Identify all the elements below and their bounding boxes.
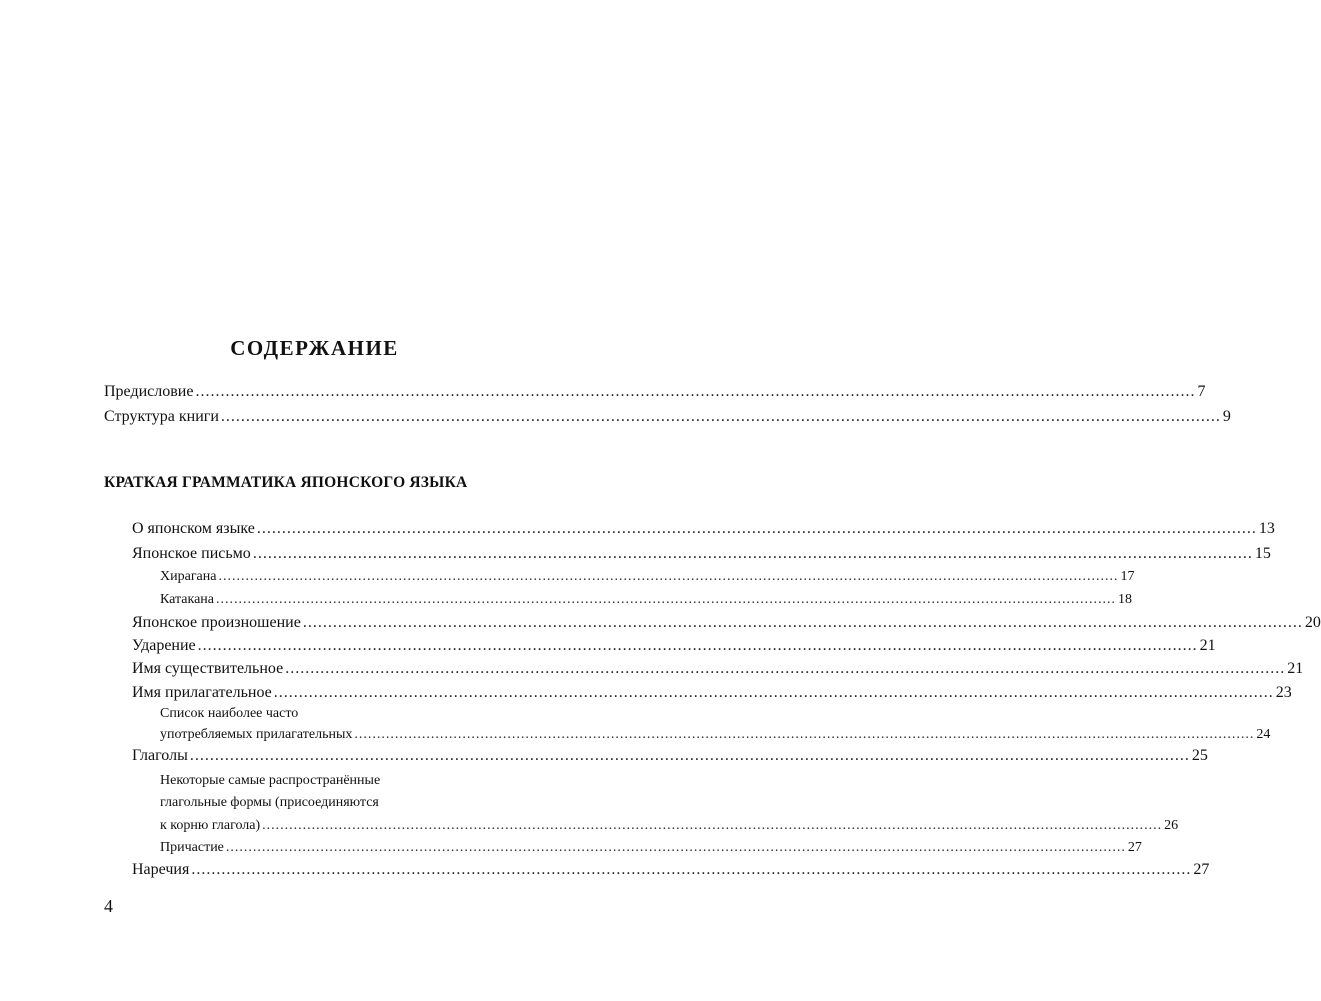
leader-dots: ........................................................................................................................................................................................................ xyxy=(220,408,1221,425)
toc-entry-label: Катакана xyxy=(160,592,215,607)
toc-entry-label: Глаголы xyxy=(132,747,188,764)
leader-dots: ........................................................................................................................................................................................................ xyxy=(256,520,1257,537)
toc-entry-preface[interactable] xyxy=(104,383,1206,401)
toc-entry-page: 23 xyxy=(1275,684,1292,701)
toc-entry-page: 13 xyxy=(1258,520,1275,537)
leader-dots: ........................................................................................................................................................................................................ xyxy=(189,747,1190,764)
leader-dots: ........................................................................................................................................................................................................ xyxy=(216,592,1117,607)
toc-entry-hiragana[interactable] xyxy=(160,569,1135,585)
toc-entry-label: употребляемых прилагательных xyxy=(160,727,353,742)
toc-entry-label: Имя прилагательное xyxy=(132,684,272,701)
toc-entry-page: 15 xyxy=(1254,545,1271,562)
toc-entry-label: Имя существительное xyxy=(132,660,284,677)
toc-entry-page: 9 xyxy=(1222,408,1231,425)
toc-entry-line: глагольные формы (присоединяются xyxy=(160,795,379,810)
toc-entry-page: 7 xyxy=(1197,383,1206,400)
toc-entry-book-structure[interactable] xyxy=(104,408,1231,426)
toc-entry-japanese-writing[interactable] xyxy=(132,545,1271,563)
toc-entry-stress[interactable] xyxy=(132,637,1216,655)
toc-entry-participle[interactable] xyxy=(160,840,1142,856)
toc-entry-pronunciation[interactable] xyxy=(132,614,1321,632)
section-title: КРАТКАЯ ГРАММАТИКА ЯПОНСКОГО ЯЗЫКА xyxy=(104,474,468,491)
toc-entry-label: Причастие xyxy=(160,840,224,855)
toc-entry-label: к корню глагола) xyxy=(160,818,261,833)
leader-dots: ........................................................................................................................................................................................................ xyxy=(197,637,1198,654)
leader-dots: ........................................................................................................................................................................................................ xyxy=(191,861,1192,878)
toc-entry-about-japanese[interactable] xyxy=(132,520,1275,538)
toc-entry-label: Структура книги xyxy=(104,408,219,425)
toc-entry-label: Наречия xyxy=(132,861,190,878)
toc-entry-line: Список наиболее часто xyxy=(160,706,299,721)
leader-dots: ........................................................................................................................................................................................................ xyxy=(225,840,1126,855)
leader-dots: ........................................................................................................................................................................................................ xyxy=(262,818,1163,833)
leader-dots: ........................................................................................................................................................................................................ xyxy=(302,614,1303,631)
toc-entry-label: Хирагана xyxy=(160,569,217,584)
leader-dots: ........................................................................................................................................................................................................ xyxy=(252,545,1253,562)
toc-entry-label: Японское письмо xyxy=(132,545,251,562)
toc-entry-page: 18 xyxy=(1118,592,1133,607)
toc-entry-page: 21 xyxy=(1199,637,1216,654)
toc-entry-page: 21 xyxy=(1287,660,1304,677)
toc-entry-line: Некоторые самые распространённые xyxy=(160,773,381,788)
toc-entry-label: Ударение xyxy=(132,637,196,654)
toc-entry-page: 27 xyxy=(1193,861,1210,878)
leader-dots: ........................................................................................................................................................................................................ xyxy=(218,569,1119,584)
toc-entry-page: 20 xyxy=(1304,614,1321,631)
toc-entry-page: 24 xyxy=(1256,727,1271,742)
toc-entry-adverbs[interactable] xyxy=(132,861,1210,879)
toc-entry-page: 27 xyxy=(1127,840,1142,855)
toc-entry-verb-forms[interactable] xyxy=(160,818,1179,834)
toc-entry-adjective[interactable] xyxy=(132,684,1292,702)
toc-entry-verbs[interactable] xyxy=(132,747,1208,765)
leader-dots: ........................................................................................................................................................................................................ xyxy=(285,660,1286,677)
toc-entry-katakana[interactable] xyxy=(160,592,1133,608)
leader-dots: ........................................................................................................................................................................................................ xyxy=(354,727,1255,742)
toc-title: СОДЕРЖАНИЕ xyxy=(230,336,399,360)
toc-entry-label: Предисловие xyxy=(104,383,194,400)
toc-entry-label: Японское произношение xyxy=(132,614,301,631)
toc-entry-label: О японском языке xyxy=(132,520,255,537)
leader-dots: ........................................................................................................................................................................................................ xyxy=(273,684,1274,701)
toc-entry-common-adjectives[interactable] xyxy=(160,727,1271,743)
leader-dots: ........................................................................................................................................................................................................ xyxy=(195,383,1196,400)
page-number: 4 xyxy=(104,896,113,916)
toc-entry-page: 25 xyxy=(1191,747,1208,764)
toc-entry-page: 17 xyxy=(1120,569,1135,584)
toc-entry-page: 26 xyxy=(1164,818,1179,833)
toc-entry-noun[interactable] xyxy=(132,660,1304,678)
